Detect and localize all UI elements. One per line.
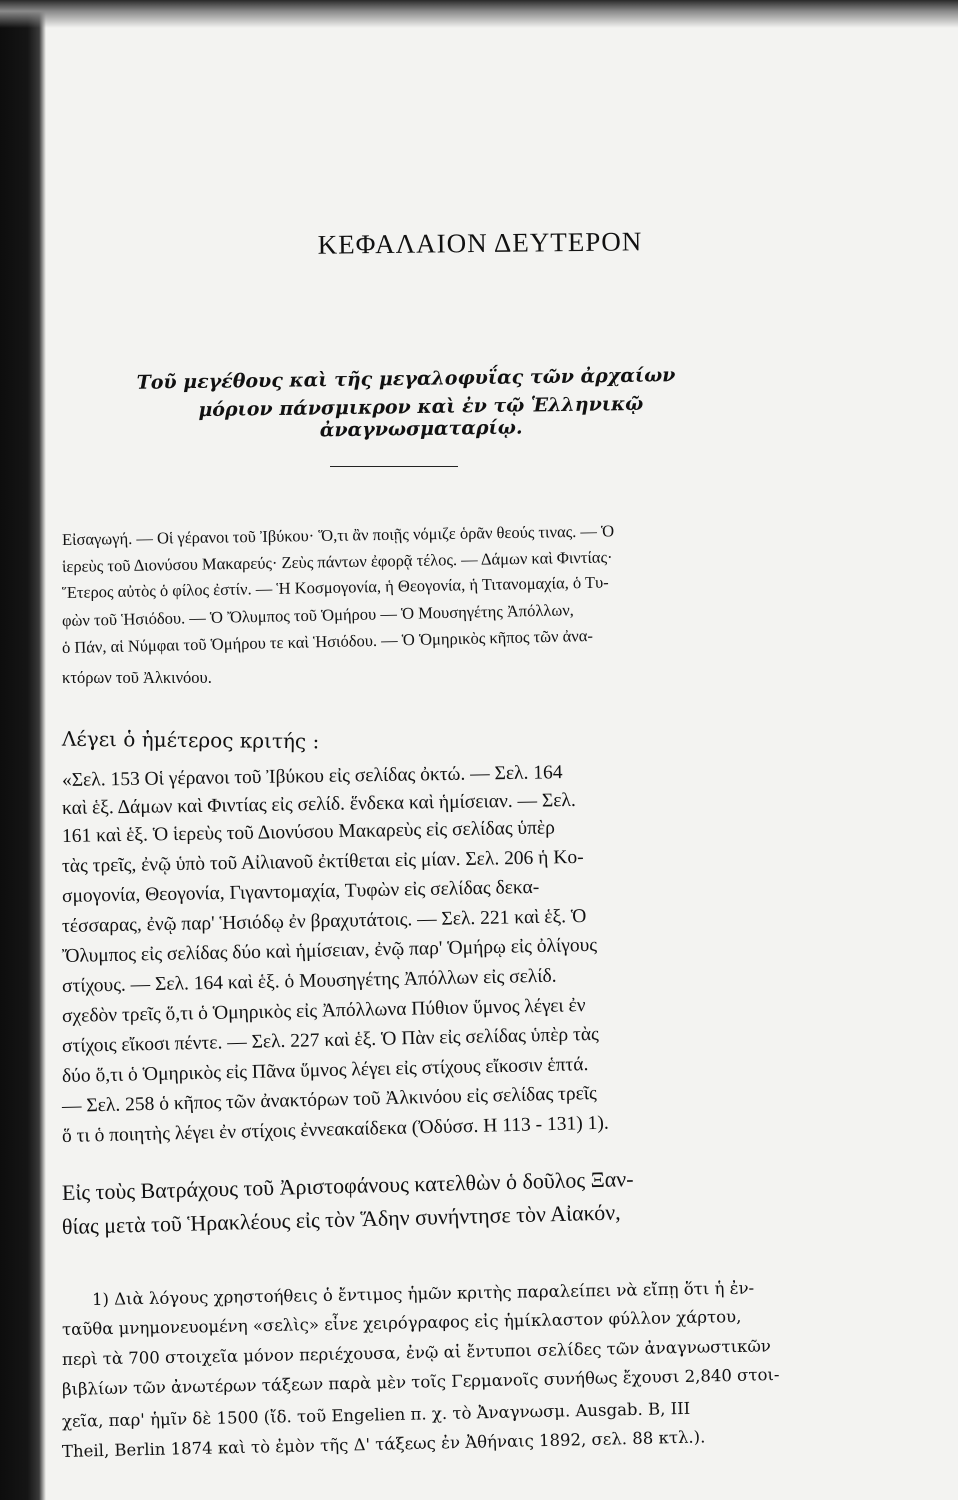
quote-line: — Σελ. 258 ὁ κῆπος τῶν ἀνακτόρων τοῦ Ἀλκινόου εἰς σελίδας τρεῖς [61,1082,598,1117]
quote-line: τέσσαρας, ἐνῷ παρ' Ἡσιόδῳ ἐν βραχυτάτοις. — Σελ. 221 καὶ ἑξ. Ὁ [61,905,587,937]
chapter-title: ΚΕΦΑΛΑΙΟΝ ΔΕΥΤΕΡΟΝ [317,226,643,260]
intro-line: ὁ Πάν, αἱ Νύμφαι τοῦ Ὁμήρου τε καὶ Ἡσιόδου. — Ὁ Ὁμηρικὸς κῆπος τῶν ἀνα- [61,625,594,657]
quote-line: καὶ ἑξ. Δάμων καὶ Φιντίας εἰς σελίδ. ἕνδεκα καὶ ἡμίσειαν. — Σελ. [61,789,576,819]
chapter-subtitle-line-2: μόριον πάνσμικρον καὶ ἐν τῷ Ἑλληνικῷ ἀναγνωσματαρίῳ. [198,392,644,442]
quote-line: ὅ τι ὁ ποιητὴς λέγει ἐν στίχοις ἐννεακαίδεκα (Ὀδύσσ. Η 113 - 131) 1). [61,1112,609,1147]
intro-line: φὼν τοῦ Ἡσιόδου. — Ὁ Ὄλυμπος τοῦ Ὁμήρου — Ὁ Μουσηγέτης Ἀπόλλων, [61,600,574,630]
intro-line: κτόρων τοῦ Ἀλκινόου. [62,668,212,687]
footnote-line: Theil, Berlin 1874 καὶ τὸ ἐμὸν τῆς Δ' τάξεως ἐν Ἀθήναις 1892, σελ. 88 κτλ.). [61,1427,706,1461]
footnote-line: χεῖα, παρ' ἡμῖν δὲ 1500 (ἴδ. τοῦ Engelien π. χ. τὸ Ἀναγνωσμ. Ausgab. B, III [61,1398,691,1431]
chapter-subtitle-line-1: Τοῦ μεγέθους καὶ τῆς μεγαλοφυΐας τῶν ἀρχαίων [136,364,676,394]
intro-line: ἱερεὺς τοῦ Διονύσου Μακαρεύς· Ζεὺς πάντων ἐφορᾷ τέλος. — Δάμων καὶ Φιντίας· [61,547,613,576]
quote-line: τὰς τρεῖς, ἐνῷ ὑπὸ τοῦ Αἰλιανοῦ ἐκτίθεται εἰς μίαν. Σελ. 206 ἡ Κο- [61,846,584,877]
paragraph-line: θίας μετὰ τοῦ Ἡρακλέους εἰς τὸν Ἅδην συνήντησε τὸν Αἰακόν, [61,1199,621,1239]
quote-line: σχεδὸν τρεῖς ὅ,τι ὁ Ὁμηρικὸς εἰς Ἀπόλλωνα Πύθιον ὕμνος λέγει ἐν [61,995,586,1027]
quote-line: Ὄλυμπος εἰς σελίδας δύο καὶ ἡμίσειαν, ἐνῷ παρ' Ὁμήρῳ εἰς ὀλίγους [61,934,598,967]
quote-line: 161 καὶ ἑξ. Ὁ ἱερεὺς τοῦ Διονύσου Μακαρεὺς εἰς σελίδας ὑπὲρ [61,817,556,847]
quote-line: στίχοις εἴκοσι πέντε. — Σελ. 227 καὶ ἑξ. Ὁ Πὰν εἰς σελίδας ὑπὲρ τὰς [61,1023,600,1057]
quote-line: στίχους. — Σελ. 164 καὶ ἑξ. ὁ Μουσηγέτης Ἀπόλλων εἰς σελίδ. [61,965,557,997]
footnote-line: 1) Διὰ λόγους χρηστοήθεις ὁ ἔντιμος ἡμῶν κριτὴς παραλείπει νὰ εἴπῃ ὅτι ἡ ἐν- [91,1278,755,1309]
footnote-line: ταῦθα μνημονευομένη «σελὶς» εἶνε χειρόγραφος εἰς ἡμίκλαστον φύλλον χάρτου, [61,1306,742,1339]
intro-line: Ἕτερος αὐτὸς ὁ φίλος ἐστίν. — Ἡ Κοσμογονία, ἡ Θεογονία, ἡ Τιτανομαχία, ὁ Τυ- [61,572,609,602]
quote-line: δύο ὅ,τι ὁ Ὁμηρικὸς εἰς Πᾶνα ὕμνος λέγει εἰς στίχους εἴκοσιν ἑπτά. [61,1054,589,1087]
intro-line: Εἰσαγωγή. — Οἱ γέρανοι τοῦ Ἰβύκου· Ὅ,τι ἂν ποιῇς νόμιζε ὁρᾶν θεούς τινας. — Ὁ [61,521,615,549]
footnote-line: περὶ τὰ 700 στοιχεῖα μόνον περιέχουσα, ἐνῷ αἱ ἔντυποι σελίδες τῶν ἀναγνωστικῶν [61,1336,772,1369]
lead-sentence: Λέγει ὁ ἡμέτερος κριτής : [61,726,320,754]
quote-line: σμογονία, Θεογονία, Γιγαντομαχία, Τυφὼν εἰς σελίδας δεκα- [61,876,540,907]
footnote-line: βιβλίων τῶν ἀνωτέρων τάξεων παρὰ μὲν τοῖς Γερμανοῖς συνήθως ἔχουσι 2,840 στοι- [61,1364,780,1399]
paragraph-line: Εἰς τοὺς Βατράχους τοῦ Ἀριστοφάνους κατελθὼν ὁ δοῦλος Ξαν- [61,1166,634,1205]
quote-line: «Σελ. 153 Οἱ γέρανοι τοῦ Ἰβύκου εἰς σελίδας ὀκτώ. — Σελ. 164 [61,762,563,791]
